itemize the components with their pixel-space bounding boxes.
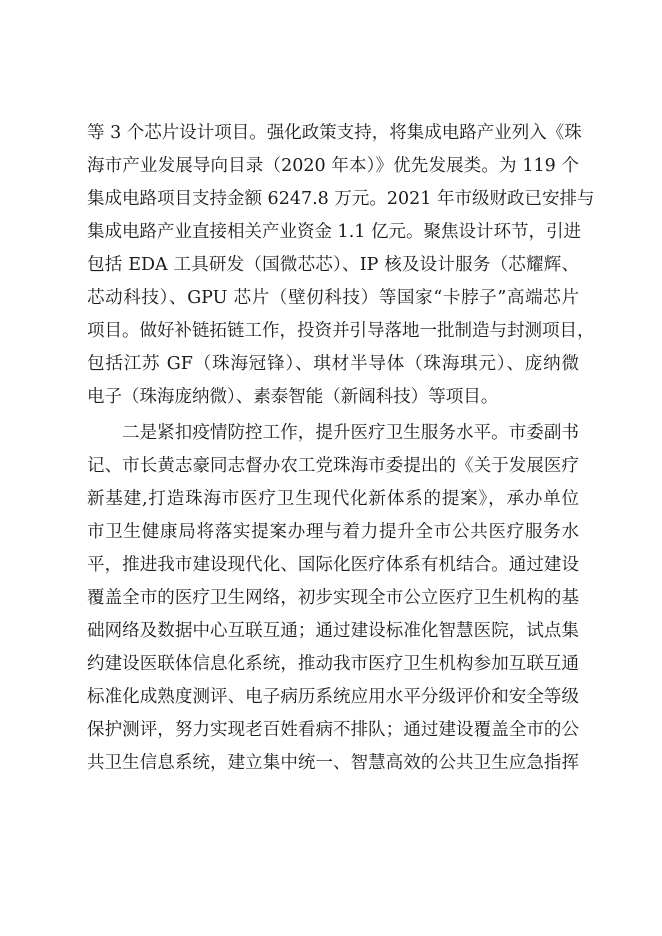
text-line: 芯动科技）、GPU 芯片（壁仞科技）等国家“卡脖子”高端芯片: [87, 288, 579, 308]
text-line: 项目。做好补链拓链工作，投资并引导落地一批制造与封测项目，: [87, 321, 595, 341]
body-text: [87, 117, 595, 780]
text-line: 保护测评，努力实现老百姓看病不排队；通过建设覆盖全市的公: [87, 720, 579, 740]
text-line: 海市产业发展导向目录（2020 年本）》优先发展类。为 119 个: [87, 156, 579, 176]
text-line: 共卫生信息系统，建立集中统一、智慧高效的公共卫生应急指挥: [87, 753, 579, 773]
text-line: 等 3 个芯片设计项目。强化政策支持，将集成电路产业列入《珠: [87, 123, 582, 143]
text-line: 二是紧扣疫情防控工作，提升医疗卫生服务水平。市委副书: [122, 423, 579, 443]
text-line: 市卫生健康局将落实提案办理与着力提升全市公共医疗服务水: [87, 522, 579, 542]
text-line: 集成电路产业直接相关产业资金 1.1 亿元。聚焦设计环节，引进: [87, 222, 581, 242]
text-line: 标准化成熟度测评、电子病历系统应用水平分级评价和安全等级: [87, 687, 579, 707]
text-line: 记、市长黄志豪同志督办农工党珠海市委提出的《关于发展医疗: [87, 456, 579, 476]
text-line: 集成电路项目支持金额 6247.8 万元。2021 年市级财政已安排与: [87, 189, 595, 209]
text-line: 覆盖全市的医疗卫生网络，初步实现全市公立医疗卫生机构的基: [87, 588, 579, 608]
text-line: 包括江苏 GF（珠海冠锋）、琪材半导体（珠海琪元）、庞纳微: [87, 354, 579, 374]
paragraph-medical-services: [87, 417, 579, 780]
paragraph-semiconductor-projects: [87, 117, 595, 414]
text-line: 础网络及数据中心互联互通；通过建设标准化智慧医院，试点集: [87, 621, 579, 641]
text-line: 平，推进我市建设现代化、国际化医疗体系有机结合。通过建设: [87, 555, 579, 575]
text-line: 电子（珠海庞纳微）、素泰智能（新阔科技）等项目。: [87, 387, 499, 407]
text-line: 包括 EDA 工具研发（国微芯芯）、IP 核及设计服务（芯耀辉、: [87, 255, 579, 275]
text-line: 新基建,打造珠海市医疗卫生现代化新体系的提案》，承办单位: [87, 489, 579, 509]
text-line: 约建设医联体信息化系统，推动我市医疗卫生机构参加互联互通: [87, 654, 579, 674]
